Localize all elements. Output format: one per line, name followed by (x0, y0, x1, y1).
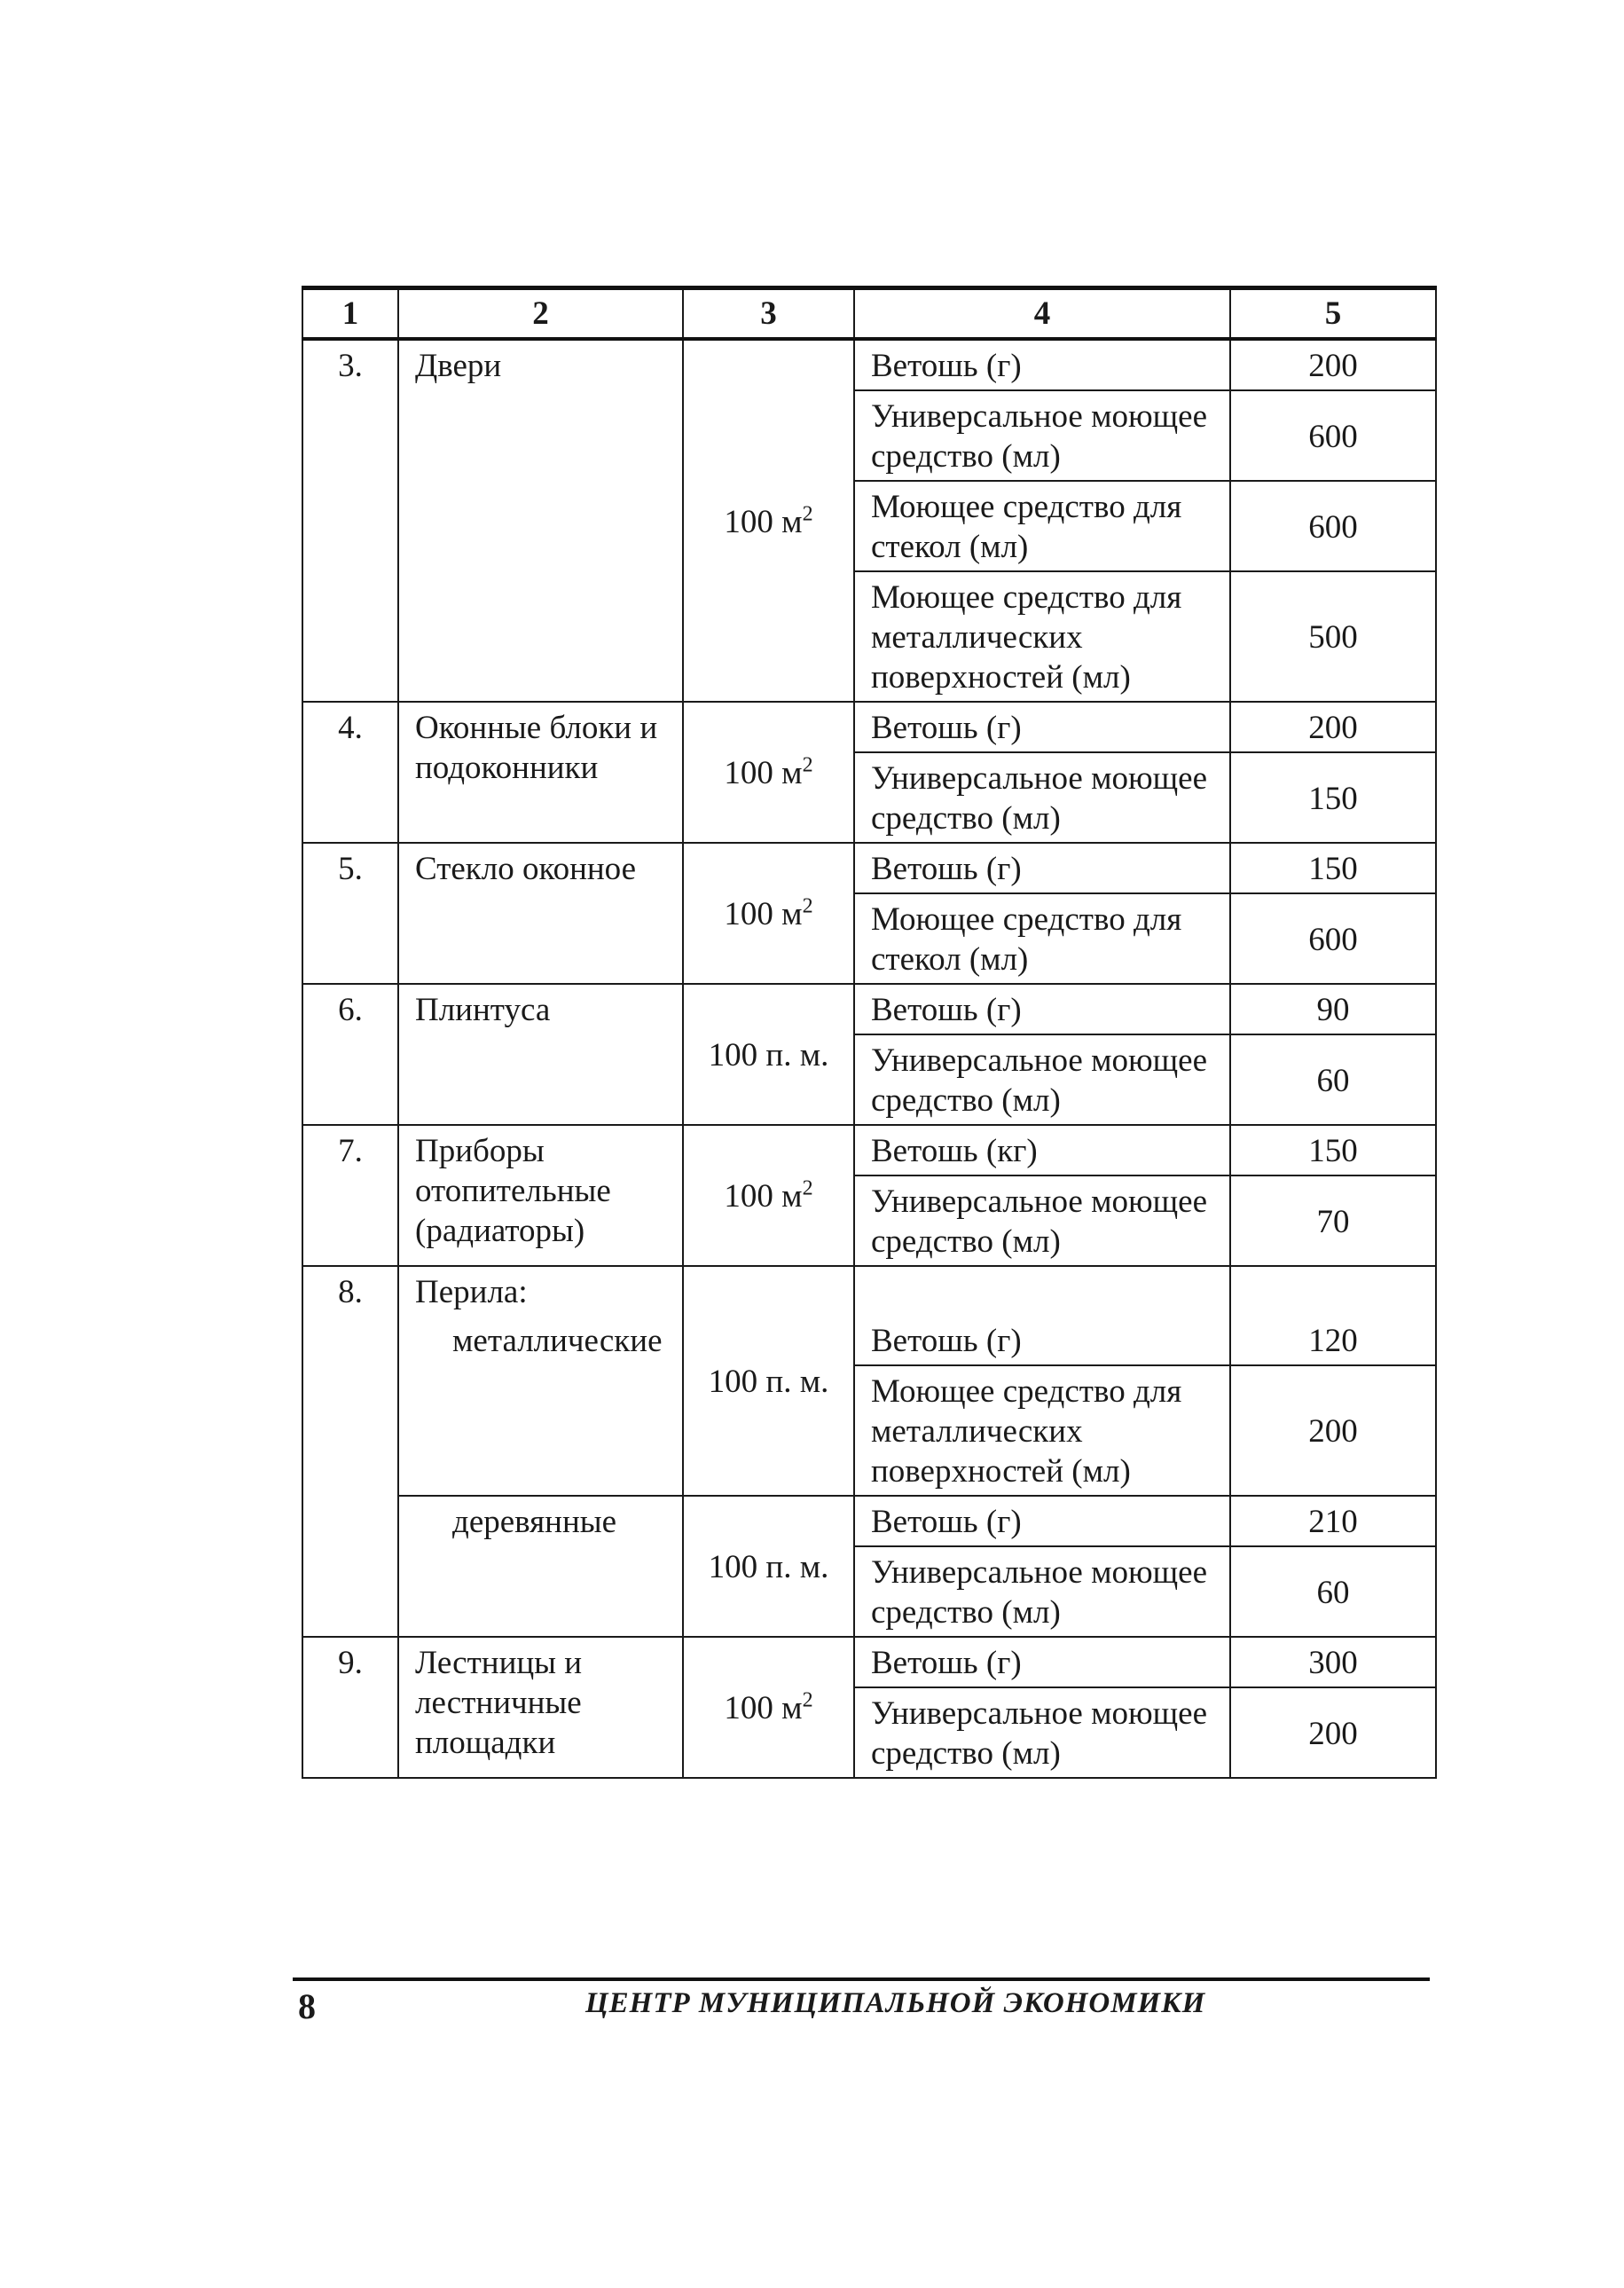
amount-cell: 600 (1230, 390, 1436, 481)
unit-text: 100 м (724, 896, 803, 932)
object-name: Двери (398, 339, 683, 702)
material-cell: Универсальное моющее средство (мл) (854, 1034, 1230, 1125)
table-row (302, 702, 1436, 752)
material-cell: Ветошь (г) (854, 1637, 1230, 1687)
amount-spacer (1230, 1266, 1436, 1316)
row-number: 4. (302, 702, 398, 843)
object-subname: деревянные (398, 1496, 683, 1637)
object-name: Лестницы и лестничные площадки (398, 1637, 683, 1778)
amount-cell: 210 (1230, 1496, 1436, 1546)
header-col-4: 4 (854, 288, 1230, 340)
object-name: Плинтуса (398, 984, 683, 1125)
object-name: Приборы отопительные (радиаторы) (398, 1125, 683, 1266)
material-spacer (854, 1266, 1230, 1316)
unit-sup: 2 (802, 753, 813, 777)
row-number: 5. (302, 843, 398, 984)
material-cell: Моющее средство для стекол (мл) (854, 481, 1230, 571)
unit-cell (683, 339, 854, 702)
material-cell: Ветошь (г) (854, 702, 1230, 752)
row-number: 7. (302, 1125, 398, 1266)
amount-cell: 600 (1230, 893, 1436, 984)
material-cell: Универсальное моющее средство (мл) (854, 1687, 1230, 1778)
amount-cell: 60 (1230, 1546, 1436, 1637)
object-name: Перила: (398, 1266, 683, 1316)
header-col-2: 2 (398, 288, 683, 340)
amount-cell: 200 (1230, 702, 1436, 752)
amount-cell: 300 (1230, 1637, 1436, 1687)
material-cell: Универсальное моющее средство (мл) (854, 752, 1230, 843)
unit-text: 100 п. м. (708, 1037, 829, 1073)
amount-cell: 70 (1230, 1175, 1436, 1266)
material-cell: Универсальное моющее средство (мл) (854, 1546, 1230, 1637)
header-row (302, 288, 1436, 340)
material-cell: Моющее средство для металлических поверхностей (мл) (854, 571, 1230, 702)
row-number: 3. (302, 339, 398, 702)
unit-cell (683, 1266, 854, 1496)
amount-cell: 500 (1230, 571, 1436, 702)
amount-cell: 150 (1230, 752, 1436, 843)
unit-text: 100 п. м. (708, 1364, 829, 1400)
header-col-1: 1 (302, 288, 398, 340)
material-cell: Универсальное моющее средство (мл) (854, 1175, 1230, 1266)
material-cell: Универсальное моющее средство (мл) (854, 390, 1230, 481)
unit-cell (683, 702, 854, 843)
amount-cell: 200 (1230, 1365, 1436, 1496)
amount-cell: 600 (1230, 481, 1436, 571)
object-name: Оконные блоки и подоконники (398, 702, 683, 843)
unit-sup: 2 (802, 502, 813, 526)
amount-cell: 120 (1230, 1316, 1436, 1365)
table-row (302, 843, 1436, 893)
header-col-3: 3 (683, 288, 854, 340)
unit-cell (683, 984, 854, 1125)
unit-text: 100 м (724, 1690, 803, 1726)
amount-cell: 60 (1230, 1034, 1436, 1125)
object-subname: металлические (398, 1316, 683, 1496)
unit-cell (683, 1496, 854, 1637)
amount-cell: 200 (1230, 1687, 1436, 1778)
norms-table (302, 286, 1437, 1779)
table-row (302, 1266, 1436, 1316)
unit-text: 100 м (724, 755, 803, 791)
material-cell: Ветошь (г) (854, 1496, 1230, 1546)
table-row (302, 1316, 1436, 1365)
table-row (302, 1496, 1436, 1546)
unit-cell (683, 1125, 854, 1266)
material-cell: Ветошь (г) (854, 1316, 1230, 1365)
material-cell: Ветошь (кг) (854, 1125, 1230, 1175)
material-cell: Моющее средство для стекол (мл) (854, 893, 1230, 984)
material-cell: Моющее средство для металлических поверхностей (мл) (854, 1365, 1230, 1496)
amount-cell: 90 (1230, 984, 1436, 1034)
unit-text: 100 п. м. (708, 1549, 829, 1585)
row-number: 8. (302, 1266, 398, 1637)
header-col-5: 5 (1230, 288, 1436, 340)
table-row (302, 1637, 1436, 1687)
unit-sup: 2 (802, 1176, 813, 1200)
row-number: 9. (302, 1637, 398, 1778)
page-number: 8 (298, 1986, 316, 2026)
table-row (302, 1125, 1436, 1175)
unit-cell (683, 843, 854, 984)
material-cell: Ветошь (г) (854, 984, 1230, 1034)
row-number: 6. (302, 984, 398, 1125)
norms-table-container (302, 286, 1435, 1779)
amount-cell: 150 (1230, 1125, 1436, 1175)
amount-cell: 150 (1230, 843, 1436, 893)
material-cell: Ветошь (г) (854, 843, 1230, 893)
unit-text: 100 м (724, 503, 803, 540)
material-cell: Ветошь (г) (854, 339, 1230, 390)
table-row (302, 984, 1436, 1034)
unit-sup: 2 (802, 894, 813, 918)
amount-cell: 200 (1230, 339, 1436, 390)
footer-divider (293, 1977, 1430, 1981)
table-row (302, 339, 1436, 390)
unit-text: 100 м (724, 1178, 803, 1215)
unit-sup: 2 (802, 1688, 813, 1712)
footer-title: ЦЕНТР МУНИЦИПАЛЬНОЙ ЭКОНОМИКИ (585, 1987, 1206, 2019)
object-name: Стекло оконное (398, 843, 683, 984)
unit-cell (683, 1637, 854, 1778)
